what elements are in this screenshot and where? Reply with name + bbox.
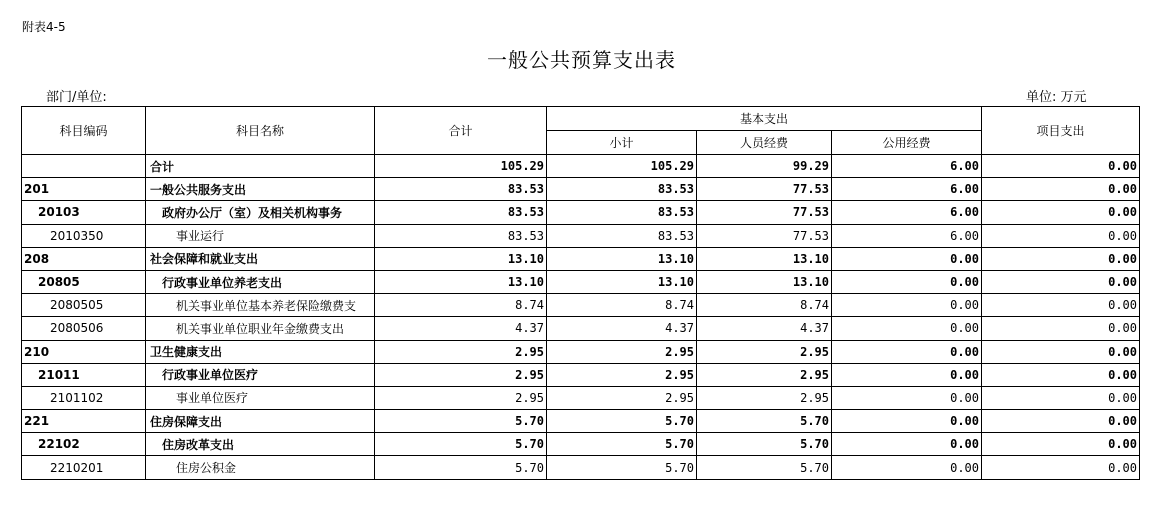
- cell-name: 合计: [146, 155, 375, 178]
- cell-code: 210: [22, 340, 146, 363]
- cell-total: 13.10: [375, 247, 547, 270]
- cell-project: 0.00: [982, 294, 1140, 317]
- cell-personnel: 77.53: [697, 178, 832, 201]
- cell-personnel: 5.70: [697, 456, 832, 479]
- cell-code: 21011: [22, 363, 146, 386]
- cell-subtotal: 83.53: [547, 178, 697, 201]
- cell-name: 机关事业单位基本养老保险缴费支: [146, 294, 375, 317]
- cell-subtotal: 8.74: [547, 294, 697, 317]
- cell-name: 事业运行: [146, 224, 375, 247]
- cell-public: 0.00: [832, 340, 982, 363]
- cell-name: 住房保障支出: [146, 410, 375, 433]
- cell-name: 一般公共服务支出: [146, 178, 375, 201]
- cell-code: 20103: [22, 201, 146, 224]
- table-row: [22, 317, 1140, 340]
- cell-subtotal: 83.53: [547, 201, 697, 224]
- cell-public: 0.00: [832, 456, 982, 479]
- cell-public: 0.00: [832, 433, 982, 456]
- cell-code: 20805: [22, 270, 146, 293]
- cell-personnel: 4.37: [697, 317, 832, 340]
- cell-total: 2.95: [375, 363, 547, 386]
- page-title: 一般公共预算支出表: [487, 48, 676, 72]
- cell-public: 0.00: [832, 363, 982, 386]
- cell-name: 行政事业单位医疗: [146, 363, 375, 386]
- cell-project: 0.00: [982, 456, 1140, 479]
- cell-subtotal: 13.10: [547, 270, 697, 293]
- cell-personnel: 99.29: [697, 155, 832, 178]
- cell-code: 201: [22, 178, 146, 201]
- cell-code: 2080505: [22, 294, 146, 317]
- cell-public: 0.00: [832, 270, 982, 293]
- cell-project: 0.00: [982, 433, 1140, 456]
- cell-total: 2.95: [375, 340, 547, 363]
- header-name: 科目名称: [146, 107, 375, 155]
- cell-project: 0.00: [982, 410, 1140, 433]
- cell-total: 4.37: [375, 317, 547, 340]
- cell-subtotal: 5.70: [547, 410, 697, 433]
- cell-name: 机关事业单位职业年金缴费支出: [146, 317, 375, 340]
- cell-code: 221: [22, 410, 146, 433]
- cell-name: 行政事业单位养老支出: [146, 270, 375, 293]
- cell-public: 6.00: [832, 224, 982, 247]
- cell-personnel: 13.10: [697, 247, 832, 270]
- cell-subtotal: 105.29: [547, 155, 697, 178]
- cell-project: 0.00: [982, 386, 1140, 409]
- cell-project: 0.00: [982, 178, 1140, 201]
- cell-project: 0.00: [982, 155, 1140, 178]
- cell-subtotal: 2.95: [547, 340, 697, 363]
- cell-code: [22, 155, 146, 178]
- cell-name: 住房改革支出: [146, 433, 375, 456]
- header-total: 合计: [375, 107, 547, 155]
- cell-total: 2.95: [375, 386, 547, 409]
- cell-name: 住房公积金: [146, 456, 375, 479]
- cell-subtotal: 5.70: [547, 456, 697, 479]
- table-row: [22, 224, 1140, 247]
- cell-total: 83.53: [375, 224, 547, 247]
- cell-project: 0.00: [982, 270, 1140, 293]
- header-personnel: 人员经费: [697, 131, 832, 155]
- table-row: [22, 294, 1140, 317]
- cell-code: 208: [22, 247, 146, 270]
- header-basic: 基本支出: [547, 107, 982, 131]
- cell-code: 2101102: [22, 386, 146, 409]
- table-row: [22, 410, 1140, 433]
- table-row: [22, 155, 1140, 178]
- cell-project: 0.00: [982, 247, 1140, 270]
- table-row: [22, 340, 1140, 363]
- header-public: 公用经费: [832, 131, 982, 155]
- cell-subtotal: 13.10: [547, 247, 697, 270]
- cell-personnel: 8.74: [697, 294, 832, 317]
- cell-name: 社会保障和就业支出: [146, 247, 375, 270]
- cell-total: 13.10: [375, 270, 547, 293]
- cell-public: 0.00: [832, 410, 982, 433]
- cell-total: 8.74: [375, 294, 547, 317]
- table-row: [22, 456, 1140, 479]
- cell-public: 6.00: [832, 155, 982, 178]
- table-row: [22, 433, 1140, 456]
- cell-personnel: 77.53: [697, 224, 832, 247]
- cell-total: 5.70: [375, 456, 547, 479]
- cell-public: 0.00: [832, 247, 982, 270]
- cell-project: 0.00: [982, 317, 1140, 340]
- budget-table: [21, 106, 1140, 480]
- unit-label: 单位: 万元: [1026, 90, 1087, 105]
- cell-total: 83.53: [375, 178, 547, 201]
- cell-subtotal: 4.37: [547, 317, 697, 340]
- cell-personnel: 2.95: [697, 363, 832, 386]
- cell-name: 卫生健康支出: [146, 340, 375, 363]
- table-row: [22, 201, 1140, 224]
- header-project: 项目支出: [982, 107, 1140, 155]
- table-row: [22, 386, 1140, 409]
- department-label: 部门/单位:: [46, 90, 107, 105]
- appendix-label: 附表4-5: [22, 20, 66, 34]
- cell-personnel: 2.95: [697, 340, 832, 363]
- cell-total: 5.70: [375, 410, 547, 433]
- cell-project: 0.00: [982, 224, 1140, 247]
- cell-code: 22102: [22, 433, 146, 456]
- cell-public: 0.00: [832, 317, 982, 340]
- cell-name: 政府办公厅（室）及相关机构事务: [146, 201, 375, 224]
- cell-personnel: 2.95: [697, 386, 832, 409]
- cell-total: 5.70: [375, 433, 547, 456]
- cell-personnel: 5.70: [697, 410, 832, 433]
- cell-code: 2080506: [22, 317, 146, 340]
- cell-name: 事业单位医疗: [146, 386, 375, 409]
- header-code: 科目编码: [22, 107, 146, 155]
- cell-subtotal: 2.95: [547, 386, 697, 409]
- cell-public: 0.00: [832, 386, 982, 409]
- cell-total: 83.53: [375, 201, 547, 224]
- cell-code: 2210201: [22, 456, 146, 479]
- cell-subtotal: 5.70: [547, 433, 697, 456]
- cell-total: 105.29: [375, 155, 547, 178]
- cell-project: 0.00: [982, 363, 1140, 386]
- cell-code: 2010350: [22, 224, 146, 247]
- cell-public: 6.00: [832, 178, 982, 201]
- cell-public: 0.00: [832, 294, 982, 317]
- table-body: [22, 155, 1140, 480]
- cell-public: 6.00: [832, 201, 982, 224]
- cell-project: 0.00: [982, 201, 1140, 224]
- table-row: [22, 270, 1140, 293]
- cell-personnel: 77.53: [697, 201, 832, 224]
- table-row: [22, 247, 1140, 270]
- cell-personnel: 5.70: [697, 433, 832, 456]
- cell-project: 0.00: [982, 340, 1140, 363]
- cell-subtotal: 83.53: [547, 224, 697, 247]
- cell-subtotal: 2.95: [547, 363, 697, 386]
- table-row: [22, 178, 1140, 201]
- header-subtotal: 小计: [547, 131, 697, 155]
- table-row: [22, 363, 1140, 386]
- cell-personnel: 13.10: [697, 270, 832, 293]
